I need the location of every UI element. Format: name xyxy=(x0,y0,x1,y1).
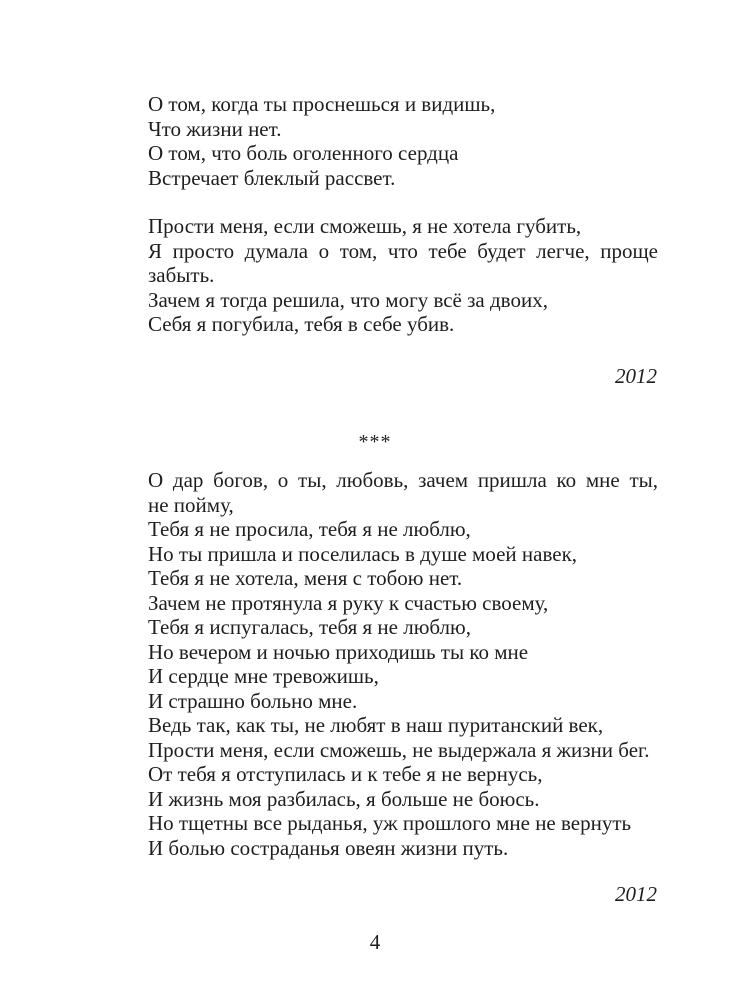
section-divider: *** xyxy=(358,431,392,453)
poem-line: Что жизни нет. xyxy=(148,116,282,141)
poem-line: Тебя я не хотела, меня с тобою нет. xyxy=(148,566,463,590)
poem-line: Тебя я испугалась, тебя я не люблю, xyxy=(148,615,471,639)
poem-line: Прости меня, если сможешь, я не хотела губить, xyxy=(148,214,582,238)
poem-line: И жизнь моя разбилась, я больше не боюсь. xyxy=(148,786,540,811)
poem-line: не пойму, xyxy=(148,492,234,517)
poem-line: забыть. xyxy=(148,263,215,287)
poem-line: Зачем не протянула я руку к счастью своему, xyxy=(148,590,549,615)
poem-line: Себя я погубила, тебя в себе убив. xyxy=(148,312,455,336)
poem-line: Встречает блеклый рассвет. xyxy=(148,165,396,190)
poem-line: Зачем я тогда решила, что могу всё за двоих, xyxy=(148,287,548,312)
poem-line: И болью состраданья овеян жизни путь. xyxy=(148,835,509,860)
poem-line: И сердце мне тревожишь, xyxy=(148,664,379,688)
page-number: 4 xyxy=(369,930,381,954)
poem-line: От тебя я отступилась и к тебе я не вернусь, xyxy=(148,762,543,786)
poem-line: О том, когда ты проснешься и видишь, xyxy=(148,92,496,116)
poem-line: Тебя я не просила, тебя я не люблю, xyxy=(148,517,471,541)
poem-2 xyxy=(148,468,658,860)
poem-line: Прости меня, если сможешь, не выдержала я жизни бег. xyxy=(148,737,650,762)
poem-1-year: 2012 xyxy=(615,364,657,388)
poem-line: И страшно больно мне. xyxy=(148,688,358,713)
poem-line: Ведь так, как ты, не любят в наш пуританский век, xyxy=(148,713,604,737)
poem-line: Но вечером и ночью приходишь ты ко мне xyxy=(148,639,529,664)
poem-2-year: 2012 xyxy=(615,882,657,906)
poem-line: Но тщетны все рыданья, уж прошлого мне не вернуть xyxy=(148,811,632,835)
poem-1 xyxy=(148,92,658,337)
poem-line: О дар богов, о ты, любовь, зачем пришла ко мне ты, xyxy=(148,468,658,492)
poem-line: О том, что боль оголенного сердца xyxy=(148,141,459,165)
poem-line: Но ты пришла и поселилась в душе моей навек, xyxy=(148,541,578,566)
poem-line: Я просто думала о том, что тебе будет легче, проще xyxy=(148,238,658,263)
stanza-gap xyxy=(148,190,658,214)
